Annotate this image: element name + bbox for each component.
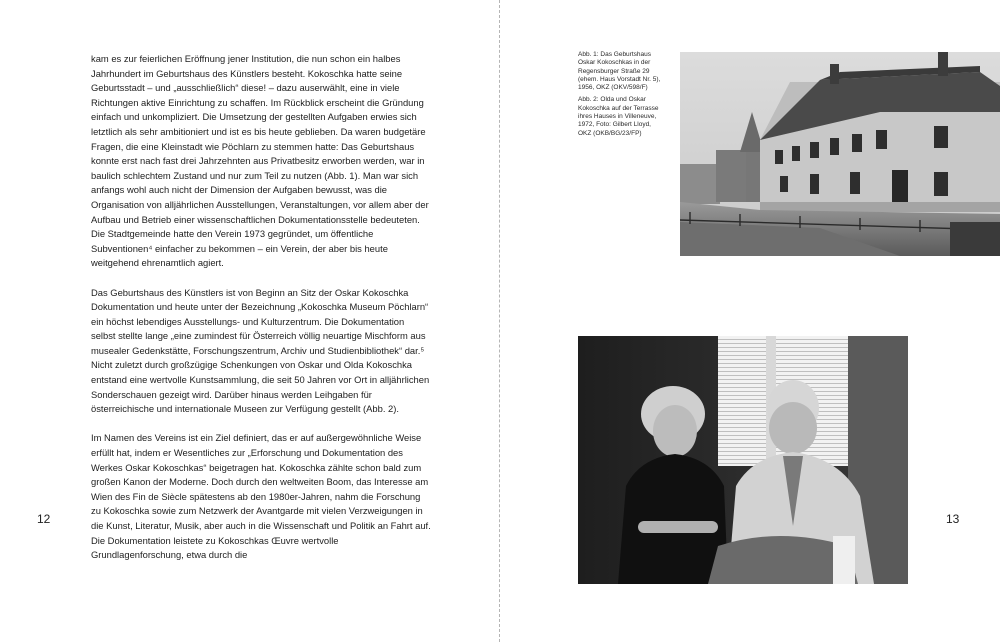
birthplace-house-illustration [680,52,1000,256]
olda-oskar-portrait-illustration [578,336,908,584]
paragraph-2: Das Geburtshaus des Künstlers ist von Beginn an Sitz der Oskar Kokoschka Dokumentation und heute unter der Bezeichnung „Kokoschka Museum Pöchlarn“ ein höchst lebendiges Ausstellungs- und Kulturzentrum. Die Dokumentation selbst stellte lange „eine zumindest für Österreich völlig neuartige Mischform aus musealer Gedenkstätte, Forschungszentrum, Archiv und Studienbibliothek“ dar.⁵ Nicht zuletzt durch großzügige Schenkungen von Oskar und Olda Kokoschka entstand eine wertvolle Kunstsammlung, die seit 50 Jahren vor Ort in alljährlichen Sonderschauen gezeigt wird. Darüber hinaus werden Leihgaben für österreichische und internationale Museen zur Verfügung gestellt (Abb. 2). [91,286,430,415]
caption-figure-2: Abb. 2: Olda und Oskar Kokoschka auf der Terrasse ihres Hauses in Villeneuve, 1972, Foto: Gilbert Lloyd, OKZ (OKB/BG/23/FP) [578,96,659,137]
figure-1-birthplace-photo [680,52,1000,256]
paragraph-1: kam es zur feierlichen Eröffnung jener Institution, die nun schon ein halbes Jahrhundert im Geburtshaus des Künstlers besteht. Kokoschka hatte seine Geburtsstadt – und „ausschließlich“ diese! – dazu auserwählt, eine in viele Richtungen aktive Einrichtung zu schaffen. Im Rückblick erscheint die Gründung einfach und unkompliziert. Die Umsetzung der gestellten Aufgaben erwies sich letztlich als sehr ambitioniert und ist es bis heute geblieben. Da waren budgetäre Fragen, die eine Kleinstadt wie Pöchlarn zu stemmen hatte: Das Geburtshaus konnte erst nach fast drei Jahrzehnten aus Privatbesitz erworben werden, war in baulich schlechtem Zustand und nur zum Teil zu nutzen (Abb. 1). Man war sich anfangs wohl auch nicht der Dimension der Aufgaben bewusst, was die Organisation von alljährlichen Ausstellungen, Veranstaltungen, vor allem aber der Aufbau und Betrieb einer wissenschaftlichen Dokumentationsstelle bedeuteten. Die Stadtgemeinde hatte den Verein 1973 gegründet, um öffentliche Subventionen⁴ einfacher zu bekommen – ein Verein, der aber bis heute weitgehend ehrenamtlich agiert. [91,53,429,269]
caption-figure-1: Abb. 1: Das Geburtshaus Oskar Kokoschkas in der Regensburger Straße 29 (ehem. Haus Vorstadt Nr. 5), 1956, OKZ (OKV/598/F) [578,51,661,92]
page-gutter-divider [499,0,500,642]
figure-2-portrait-photo [578,336,908,584]
paragraph-3: Im Namen des Vereins ist ein Ziel definiert, das er auf außergewöhnliche Weise erfüllt hat, indem er Wesentliches zur „Erforschung und Dokumentation des Werkes Oskar Kokoschkas“ beigetragen hat. Kokoschka zählte schon bald zum großen Kanon der Moderne. Doch durch den weltweiten Boom, das Interesse am Wien des Fin de Siècle spätestens ab den 1980er-Jahren, nahm die Forschung zu Kokoschka sowie zum Netzwerk der Avantgarde mit vielen Verzweigungen in die Kunst, Literatur, Musik, aber auch in die Wissenschaft und Politik an Fahrt auf. Die Dokumentation leistete zu Kokoschkas Œuvre wertvolle Grundlagenforschung, etwa durch die [91,432,431,561]
left-page-number: 12 [37,512,51,526]
right-page-number: 13 [946,512,960,526]
left-page-body-text [91,52,431,577]
figure-captions [578,51,664,142]
